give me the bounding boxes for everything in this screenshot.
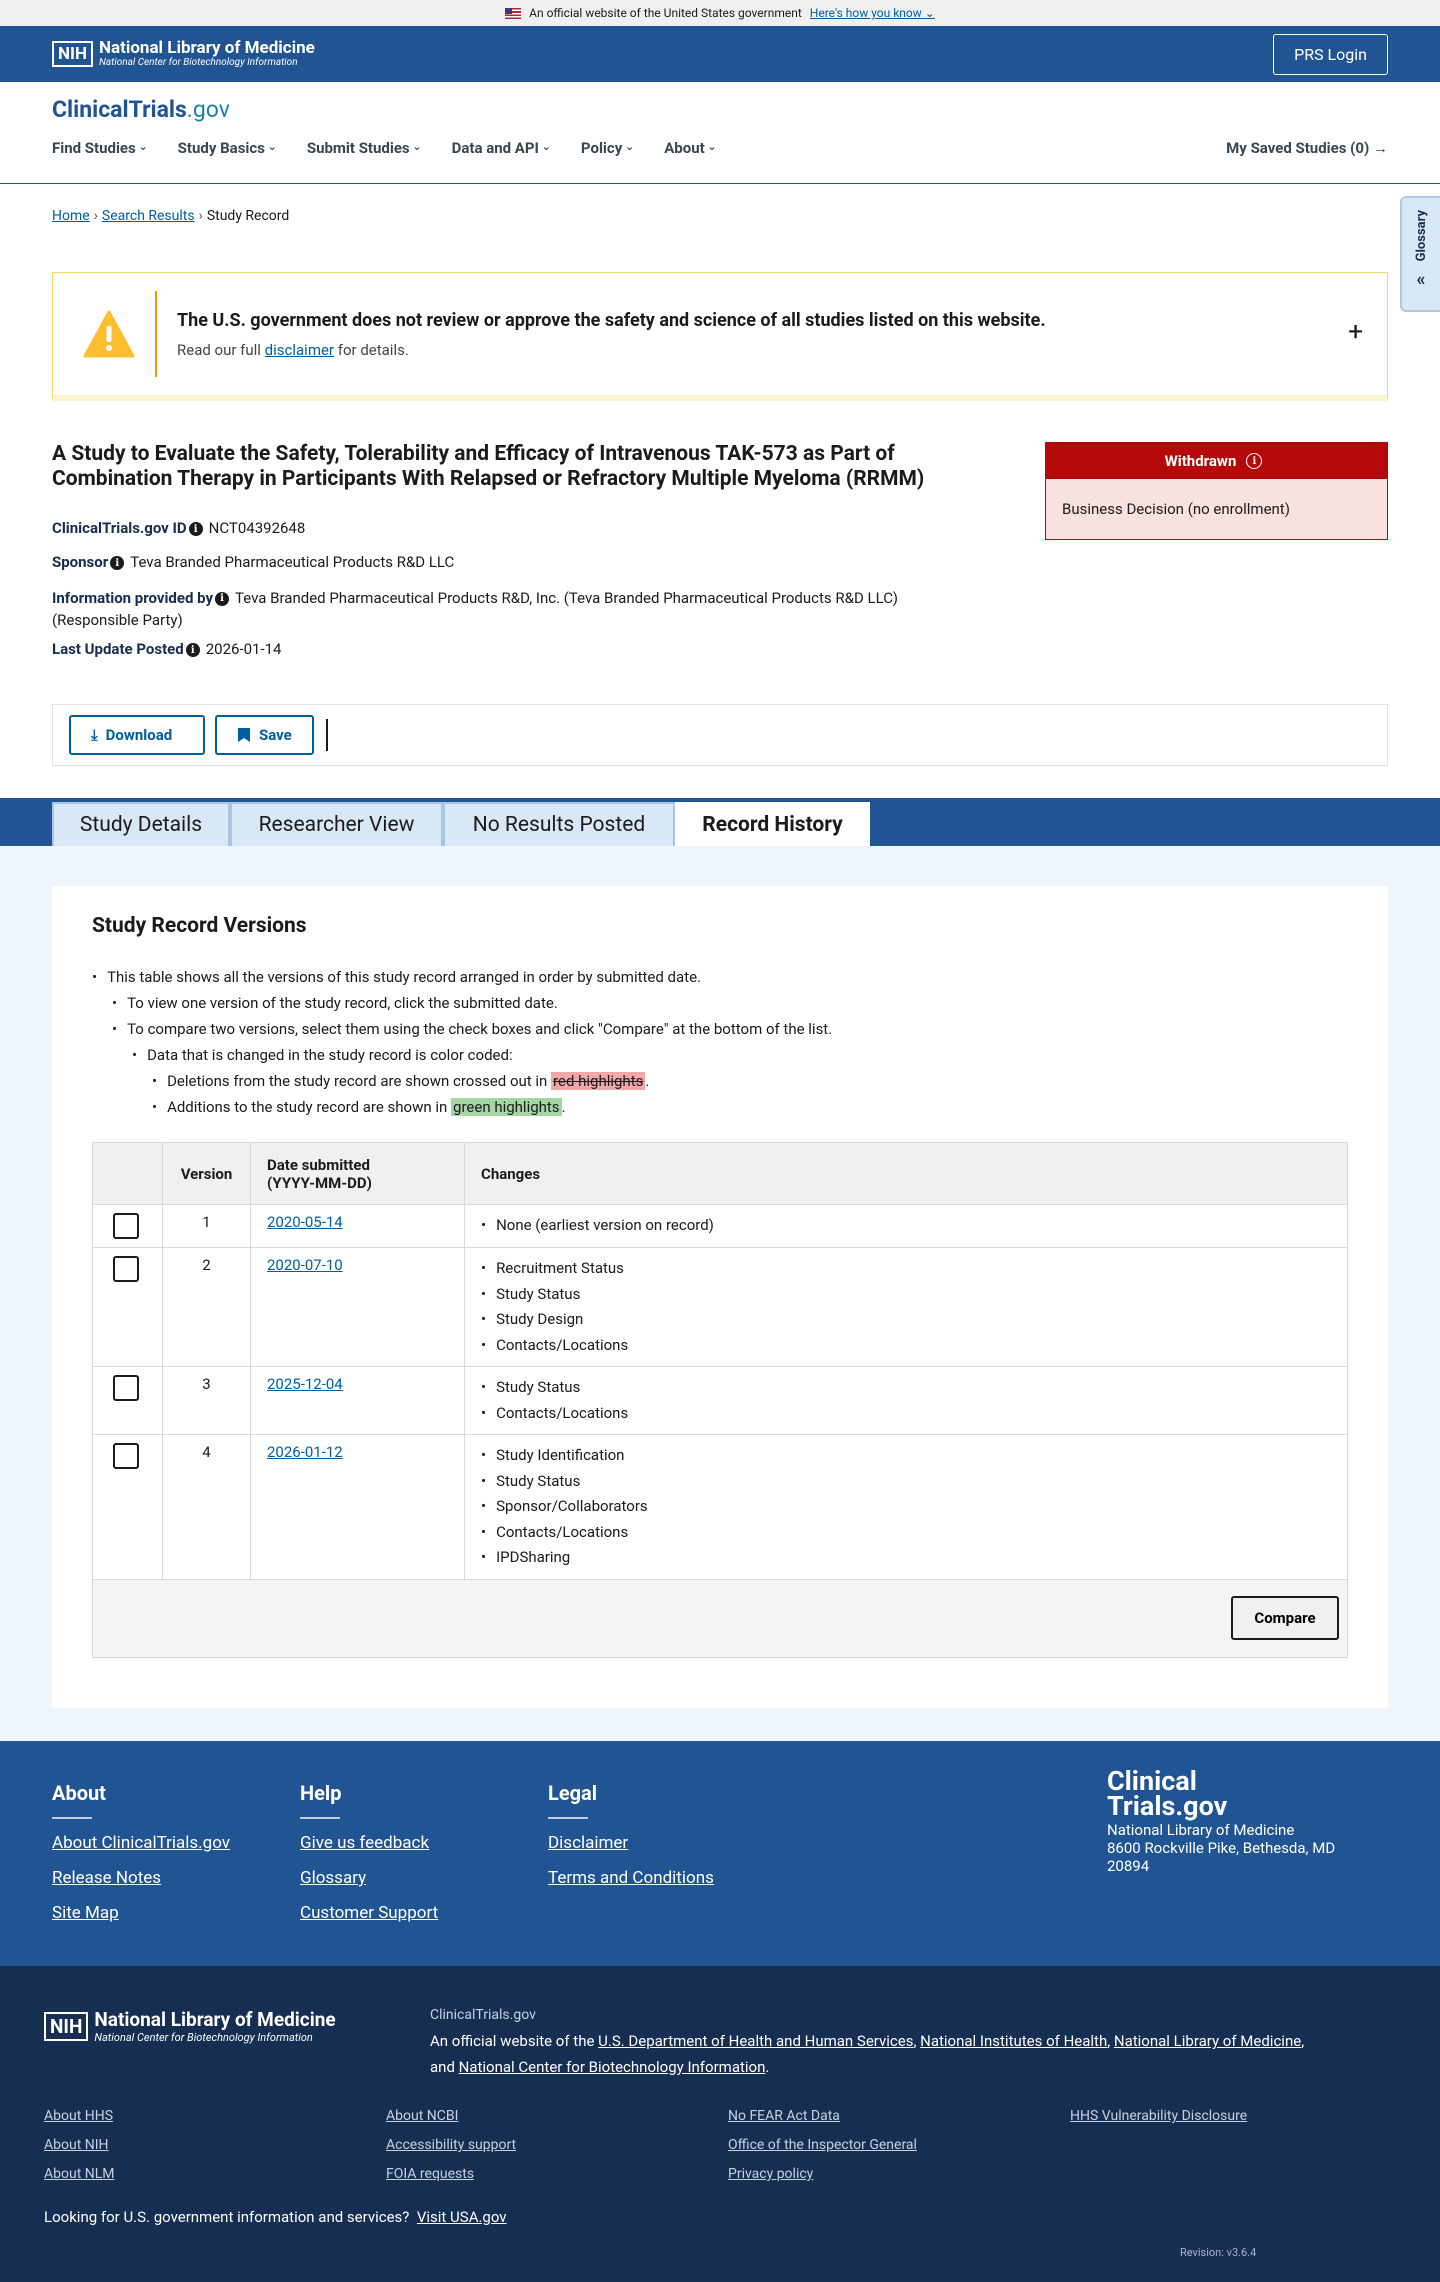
change-item: • Study Status (481, 1469, 1331, 1495)
chevron-right-icon: › (198, 208, 203, 224)
nlm-logo[interactable] (52, 39, 315, 69)
clinicaltrials-logo[interactable]: ClinicalTrials.gov (52, 96, 230, 123)
double-chevron-left-icon: « (1416, 269, 1426, 291)
nih-header (0, 26, 1440, 82)
compare-button[interactable]: Compare (1231, 1596, 1339, 1640)
ncbi-subtitle: National Center for Biotechnology Information (94, 2031, 313, 2044)
version-number: 1 (163, 1205, 251, 1248)
ncbi-link[interactable]: National Center for Biotechnology Information (458, 2058, 766, 2076)
footer-site-name: ClinicalTrials.gov (430, 2007, 536, 2023)
note-additions: • Additions to the study record are shown in green highlights . (152, 1094, 832, 1120)
tab-record-history[interactable]: Record History (675, 802, 870, 846)
tab-bar (0, 798, 1440, 846)
footer-link[interactable]: No FEAR Act Data (728, 2108, 840, 2124)
version-number: 4 (163, 1435, 251, 1580)
footer-help (300, 1781, 438, 1938)
nav-submit-studies[interactable]: Submit Studies ⌄ (307, 139, 422, 157)
breadcrumb (52, 208, 289, 224)
download-button[interactable]: ⤓ Download (69, 715, 205, 755)
nlm-title: National Library of Medicine (94, 2008, 336, 2031)
usagov-link[interactable]: Visit USA.gov (416, 2208, 507, 2226)
nav-data-api[interactable]: Data and API ⌄ (452, 139, 551, 157)
nlm-link[interactable]: National Library of Medicine (1113, 2032, 1302, 2050)
last-update-date: 2026-01-14 (205, 640, 282, 658)
nih-link[interactable]: National Institutes of Health (920, 2032, 1108, 2050)
info-icon[interactable]: i (1246, 453, 1262, 469)
tab-no-results-posted[interactable]: No Results Posted (443, 802, 675, 846)
version-number: 3 (163, 1367, 251, 1435)
last-update-row: Last Update Posted i 2026-01-14 (52, 640, 282, 658)
footer-link[interactable]: Glossary (300, 1868, 367, 1888)
info-provider: Teva Branded Pharmaceutical Products R&D, Inc. (Teva Branded Pharmaceutical Products R&D LLC) (235, 589, 898, 607)
footer-legal-title: Legal (548, 1781, 598, 1805)
disclaimer-link[interactable]: disclaimer (264, 340, 335, 359)
versions-heading: Study Record Versions (92, 914, 307, 938)
compare-cell (93, 1579, 1348, 1657)
footer-links-col (386, 2102, 516, 2189)
footer-about (52, 1781, 230, 1938)
date-cell (251, 1205, 465, 1248)
nav-study-basics[interactable]: Study Basics ⌄ (178, 139, 277, 157)
revision-text: Revision: v3.6.4 (1180, 2246, 1257, 2259)
nav-about[interactable]: About ⌄ (664, 139, 716, 157)
date-cell (251, 1248, 465, 1367)
footer-help-title: Help (300, 1781, 342, 1805)
nav-find-studies[interactable]: Find Studies ⌄ (52, 139, 148, 157)
responsible-party: (Responsible Party) (52, 611, 183, 629)
footer-link[interactable]: About NLM (44, 2166, 115, 2182)
select-cell (93, 1367, 163, 1435)
agency-footer (0, 1966, 1440, 2282)
header-date: Date submitted (YYYY-MM-DD) (251, 1143, 465, 1205)
footer-nlm-logo[interactable] (44, 2008, 336, 2044)
breadcrumb-current: Study Record (206, 208, 290, 224)
usagov-line: Looking for U.S. government information and services? Visit USA.gov (44, 2208, 507, 2226)
footer-link[interactable]: Give us feedback (300, 1833, 430, 1853)
nlm-title: National Library of Medicine (98, 38, 315, 58)
version-date-link[interactable]: 2025-12-04 (267, 1375, 343, 1393)
hhs-link[interactable]: U.S. Department of Health and Human Services (598, 2032, 914, 2050)
version-checkbox[interactable] (113, 1213, 139, 1239)
header-version: Version (163, 1143, 251, 1205)
footer-links-col (44, 2102, 115, 2189)
breadcrumb-home[interactable]: Home (52, 208, 90, 224)
alert-divider (155, 291, 157, 377)
footer-link[interactable]: FOIA requests (386, 2166, 475, 2182)
glossary-label: Glossary (1413, 210, 1429, 262)
bookmark-icon (237, 727, 251, 743)
official-site-text: ClinicalTrials.gov An official website of the U.S. Department of Health and Human Services, National Institutes of Health, National Library of Medicine, and National Center for Biotechnology Information. (430, 2002, 1390, 2080)
table-row (93, 1435, 1348, 1580)
table-row (93, 1248, 1348, 1367)
status-label: Withdrawn (1164, 452, 1237, 470)
changes-cell (465, 1205, 1348, 1248)
note: • This table shows all the versions of this study record arranged in order by submitted date. (92, 964, 832, 990)
chevron-right-icon: › (93, 208, 98, 224)
footer-link[interactable]: Disclaimer (548, 1833, 629, 1853)
footer-link[interactable]: Accessibility support (386, 2137, 517, 2153)
green-highlight-sample: green highlights (453, 1098, 560, 1116)
compare-row (93, 1579, 1348, 1657)
change-item: • IPDSharing (481, 1545, 1331, 1571)
change-item: • Study Identification (481, 1443, 1331, 1469)
change-item: • Recruitment Status (481, 1256, 1331, 1282)
change-item: • Contacts/Locations (481, 1520, 1331, 1546)
footer-link[interactable]: About NIH (44, 2137, 109, 2153)
version-date-link[interactable]: 2020-07-10 (267, 1256, 343, 1274)
address-line: 8600 Rockville Pike, Bethesda, MD (1107, 1839, 1336, 1857)
info-icon[interactable]: i (186, 643, 200, 657)
gov-banner (0, 0, 1440, 26)
table-row (93, 1205, 1348, 1248)
info-provided-row: Information provided by i Teva Branded Pharmaceutical Products R&D, Inc. (Teva Branded Pharmaceutical Products R&D LLC) (Responsible Party) (52, 589, 898, 629)
save-button[interactable]: Save (215, 715, 314, 755)
nih-logo-icon: NIH (44, 2012, 88, 2041)
footer-links-col (728, 2102, 917, 2189)
date-cell (251, 1435, 465, 1580)
status-reason: Business Decision (no enrollment) (1046, 479, 1387, 539)
gov-banner-text: An official website of the United States government (529, 6, 802, 20)
note: • Data that is changed in the study record is color coded: (132, 1042, 832, 1068)
note: • To view one version of the study record, click the submitted date. (112, 990, 832, 1016)
footer-link[interactable]: Office of the Inspector General (728, 2137, 917, 2153)
breadcrumb-search-results[interactable]: Search Results (101, 208, 195, 224)
main-nav (52, 139, 1388, 157)
site-footer (0, 1741, 1440, 1966)
study-id-row: ClinicalTrials.gov ID i NCT04392648 (52, 519, 306, 537)
header-select (93, 1143, 163, 1205)
change-item: • Contacts/Locations (481, 1401, 1331, 1427)
warning-icon (83, 310, 135, 358)
footer-link[interactable]: Terms and Conditions (548, 1868, 714, 1888)
table-row (93, 1367, 1348, 1435)
changes-cell (465, 1248, 1348, 1367)
footer-link[interactable]: Release Notes (52, 1868, 162, 1888)
us-flag-icon (505, 8, 521, 19)
changes-cell (465, 1367, 1348, 1435)
chevron-down-icon: ⌄ (924, 6, 935, 20)
change-item: • Study Status (481, 1375, 1331, 1401)
changes-cell (465, 1435, 1348, 1580)
version-checkbox[interactable] (113, 1256, 139, 1282)
note-deletions: • Deletions from the study record are shown crossed out in red highlights . (152, 1068, 832, 1094)
footer-link[interactable]: Site Map (52, 1903, 119, 1923)
address-line: 20894 (1107, 1857, 1150, 1875)
alert-text: Read our full disclaimer for details. (177, 340, 409, 359)
version-checkbox[interactable] (113, 1443, 139, 1469)
footer-legal (548, 1781, 714, 1903)
site-header (0, 82, 1440, 184)
expand-plus-icon[interactable]: + (1348, 317, 1363, 347)
action-divider (326, 719, 328, 751)
action-bar (52, 704, 1388, 766)
footer-link[interactable]: About NCBI (386, 2108, 459, 2124)
tab-researcher-view[interactable]: Researcher View (230, 802, 443, 846)
prs-login-button[interactable]: PRS Login (1273, 34, 1388, 75)
select-cell (93, 1248, 163, 1367)
status-header (1046, 443, 1387, 479)
footer-about-title: About (52, 1781, 106, 1805)
footer-link[interactable]: Privacy policy (728, 2166, 814, 2182)
my-saved-studies-link[interactable]: My Saved Studies (0) → (1226, 139, 1388, 157)
date-cell (251, 1367, 465, 1435)
change-item: • None (earliest version on record) (481, 1213, 1331, 1239)
change-item: • Contacts/Locations (481, 1333, 1331, 1359)
version-checkbox[interactable] (113, 1375, 139, 1401)
change-item: • Study Design (481, 1307, 1331, 1333)
disclaimer-alert (52, 272, 1388, 401)
status-box (1045, 442, 1388, 540)
footer-address (1107, 1765, 1336, 1875)
info-icon[interactable]: i (189, 522, 203, 536)
note: • To compare two versions, select them using the check boxes and click "Compare" at the bottom of the list. (112, 1016, 832, 1042)
footer-link[interactable]: HHS Vulnerability Disclosure (1070, 2108, 1248, 2124)
select-cell (93, 1435, 163, 1580)
sponsor-name: Teva Branded Pharmaceutical Products R&D LLC (130, 553, 455, 571)
info-icon[interactable]: i (215, 592, 229, 606)
versions-table (92, 1142, 1348, 1658)
footer-link[interactable]: About ClinicalTrials.gov (52, 1833, 231, 1853)
version-date-link[interactable]: 2026-01-12 (267, 1443, 343, 1461)
glossary-tab[interactable] (1400, 196, 1440, 312)
tab-study-details[interactable]: Study Details (52, 802, 230, 846)
info-icon[interactable]: i (110, 556, 124, 570)
alert-heading: The U.S. government does not review or approve the safety and science of all studies listed on this website. (177, 309, 1046, 331)
footer-link[interactable]: Customer Support (300, 1903, 439, 1923)
ncbi-subtitle: National Center for Biotechnology Information (98, 57, 298, 68)
version-date-link[interactable]: 2020-05-14 (267, 1213, 343, 1231)
sponsor-row: Sponsor i Teva Branded Pharmaceutical Products R&D LLC (52, 553, 455, 571)
versions-notes (92, 964, 832, 1120)
download-icon: ⤓ (91, 726, 98, 744)
select-cell (93, 1205, 163, 1248)
change-item: • Sponsor/Collaborators (481, 1494, 1331, 1520)
nih-logo-icon: NIH (52, 41, 93, 67)
record-history-card (52, 886, 1388, 1708)
nav-policy[interactable]: Policy ⌄ (581, 139, 634, 157)
heres-how-you-know-link[interactable]: Here's how you know ⌄ (809, 6, 935, 20)
study-title: A Study to Evaluate the Safety, Tolerability and Efficacy of Intravenous TAK-573 as Part of Combination Therapy in Participants With Relapsed or Refractory Multiple Myeloma (RRMM) (52, 442, 925, 491)
footer-link[interactable]: About HHS (44, 2108, 114, 2124)
table-header-row (93, 1143, 1348, 1205)
address-line: National Library of Medicine (1107, 1821, 1295, 1839)
footer-ct-logo[interactable]: Clinical Trials.gov (1107, 1765, 1228, 1822)
footer-links-col (1070, 2102, 1247, 2131)
study-id: NCT04392648 (208, 519, 306, 537)
change-item: • Study Status (481, 1282, 1331, 1308)
version-number: 2 (163, 1248, 251, 1367)
red-highlight-sample: red highlights (553, 1072, 644, 1090)
header-changes: Changes (465, 1143, 1348, 1205)
